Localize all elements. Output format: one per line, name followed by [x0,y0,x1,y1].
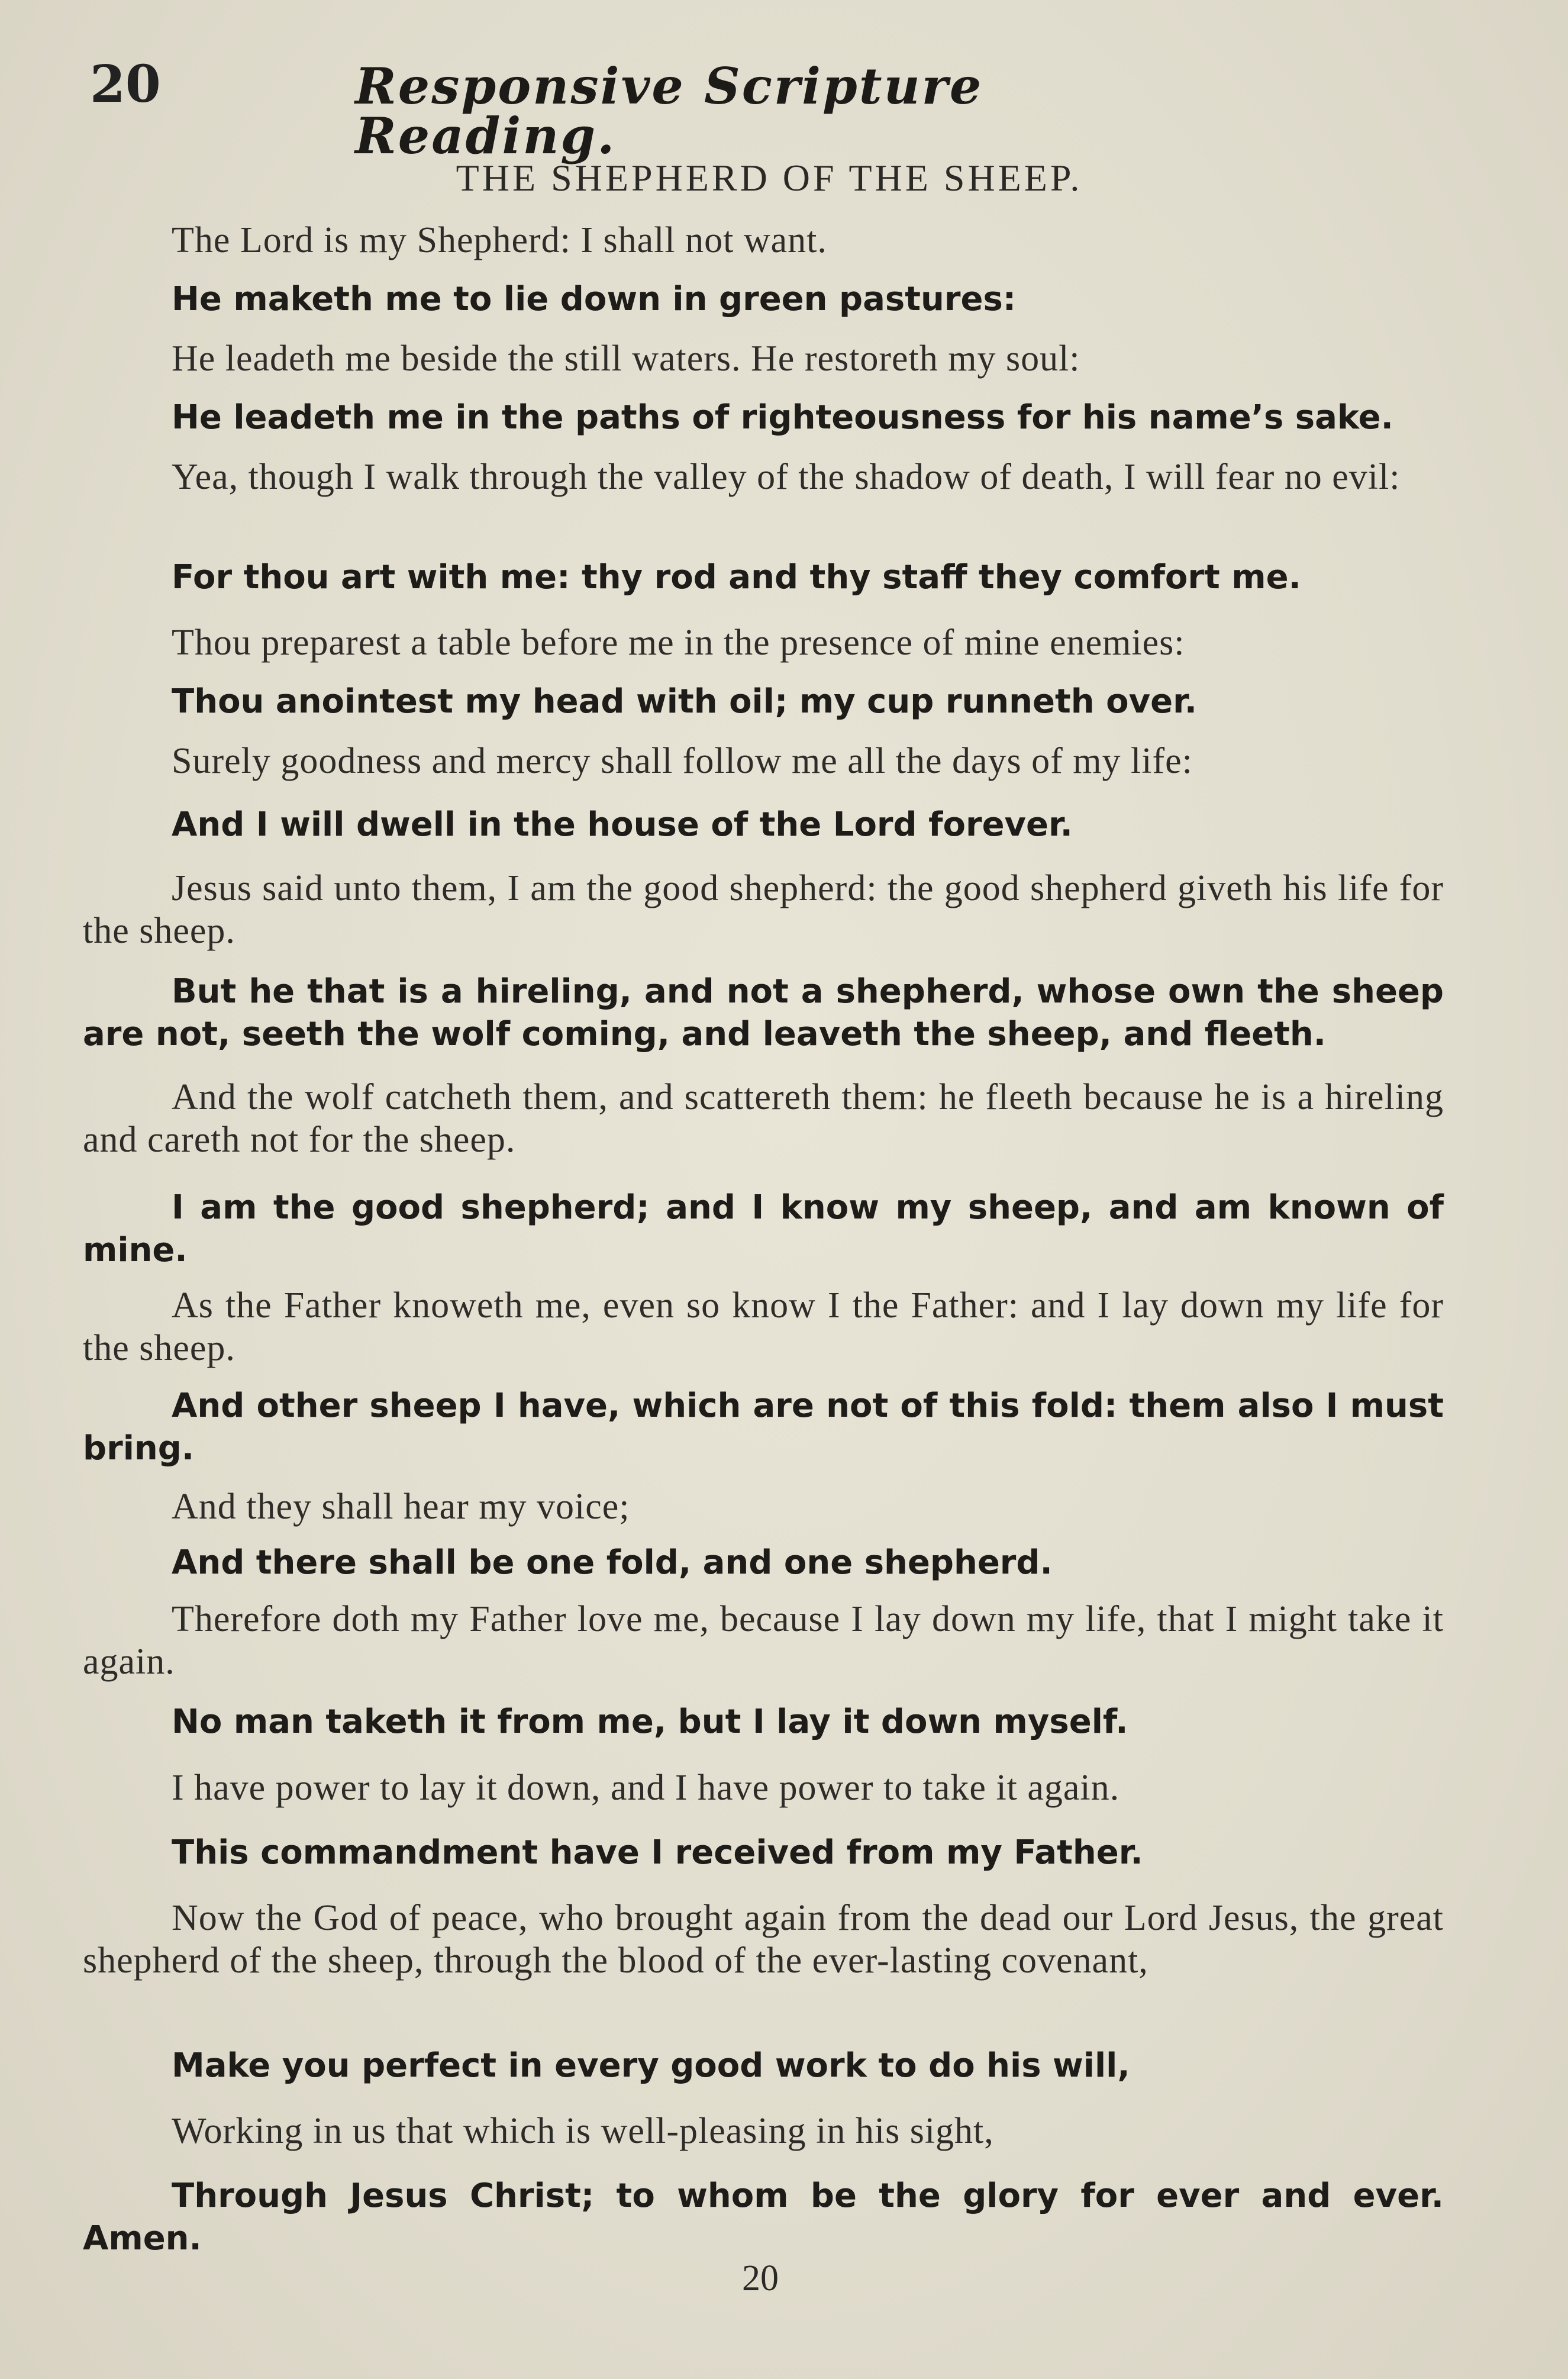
verse-congregation: And other sheep I have, which are not of this fold: them also I must bring. [83,1387,1444,1468]
verse-congregation: He leadeth me in the paths of righteousness for his name’s sake. [172,398,1393,437]
verse-congregation: This commandment have I received from my Father. [172,1833,1143,1872]
verse-minister: He leadeth me beside the still waters. He restoreth my soul: [172,339,1080,379]
verse-minister: I have power to lay it down, and I have power to take it again. [172,1768,1120,1808]
running-header-title: Responsive Scripture Reading. [355,57,983,165]
verse-congregation: He maketh me to lie down in green pastures: [172,280,1017,318]
verse-minister: Thou preparest a table before me in the presence of mine enemies: [172,623,1185,663]
verse-minister: Jesus said unto them, I am the good shepherd: the good shepherd giveth his life for the sheep. [83,868,1444,951]
verse-congregation: And there shall be one fold, and one shepherd. [172,1543,1053,1582]
verse-minister: Now the God of peace, who brought again from the dead our Lord Jesus, the great shepherd of the sheep, through the blood of the ever-lasting covenant, [83,1898,1444,1981]
verse-minister: Therefore doth my Father love me, because I lay down my life, that I might take it again. [83,1599,1444,1682]
verse-congregation: But he that is a hireling, and not a shepherd, whose own the sheep are not, seeth the wolf coming, and leaveth the sheep, and fleeth. [83,972,1444,1053]
verse-minister: The Lord is my Shepherd: I shall not want. [172,220,827,260]
verse-minister: Yea, though I walk through the valley of the shadow of death, I will fear no evil: [172,457,1401,497]
verse-minister: And they shall hear my voice; [172,1487,630,1527]
reading-title: THE SHEPHERD OF THE SHEEP. [456,157,1083,199]
verse-congregation: I am the good shepherd; and I know my sheep, and am known of mine. [83,1188,1444,1269]
page-number-bottom: 20 [742,2258,779,2299]
verse-congregation: No man taketh it from me, but I lay it down myself. [172,1703,1128,1741]
verse-congregation: And I will dwell in the house of the Lord forever. [172,805,1073,844]
page-number-top: 20 [90,54,161,114]
verse-congregation: Thou anointest my head with oil; my cup runneth over. [172,682,1198,721]
verse-minister: Working in us that which is well-pleasing in his sight, [172,2111,994,2151]
verse-minister: As the Father knoweth me, even so know I the Father: and I lay down my life for the sheep. [83,1285,1444,1368]
verse-congregation: Make you perfect in every good work to do his will, [172,2046,1130,2085]
verse-minister: Surely goodness and mercy shall follow me all the days of my life: [172,741,1193,781]
verse-congregation: For thou art with me: thy rod and thy staff they comfort me. [172,558,1301,597]
verse-minister: And the wolf catcheth them, and scattereth them: he fleeth because he is a hireling and careth not for the sheep. [83,1077,1444,1160]
verse-congregation: Through Jesus Christ; to whom be the glory for ever and ever. Amen. [83,2177,1444,2258]
